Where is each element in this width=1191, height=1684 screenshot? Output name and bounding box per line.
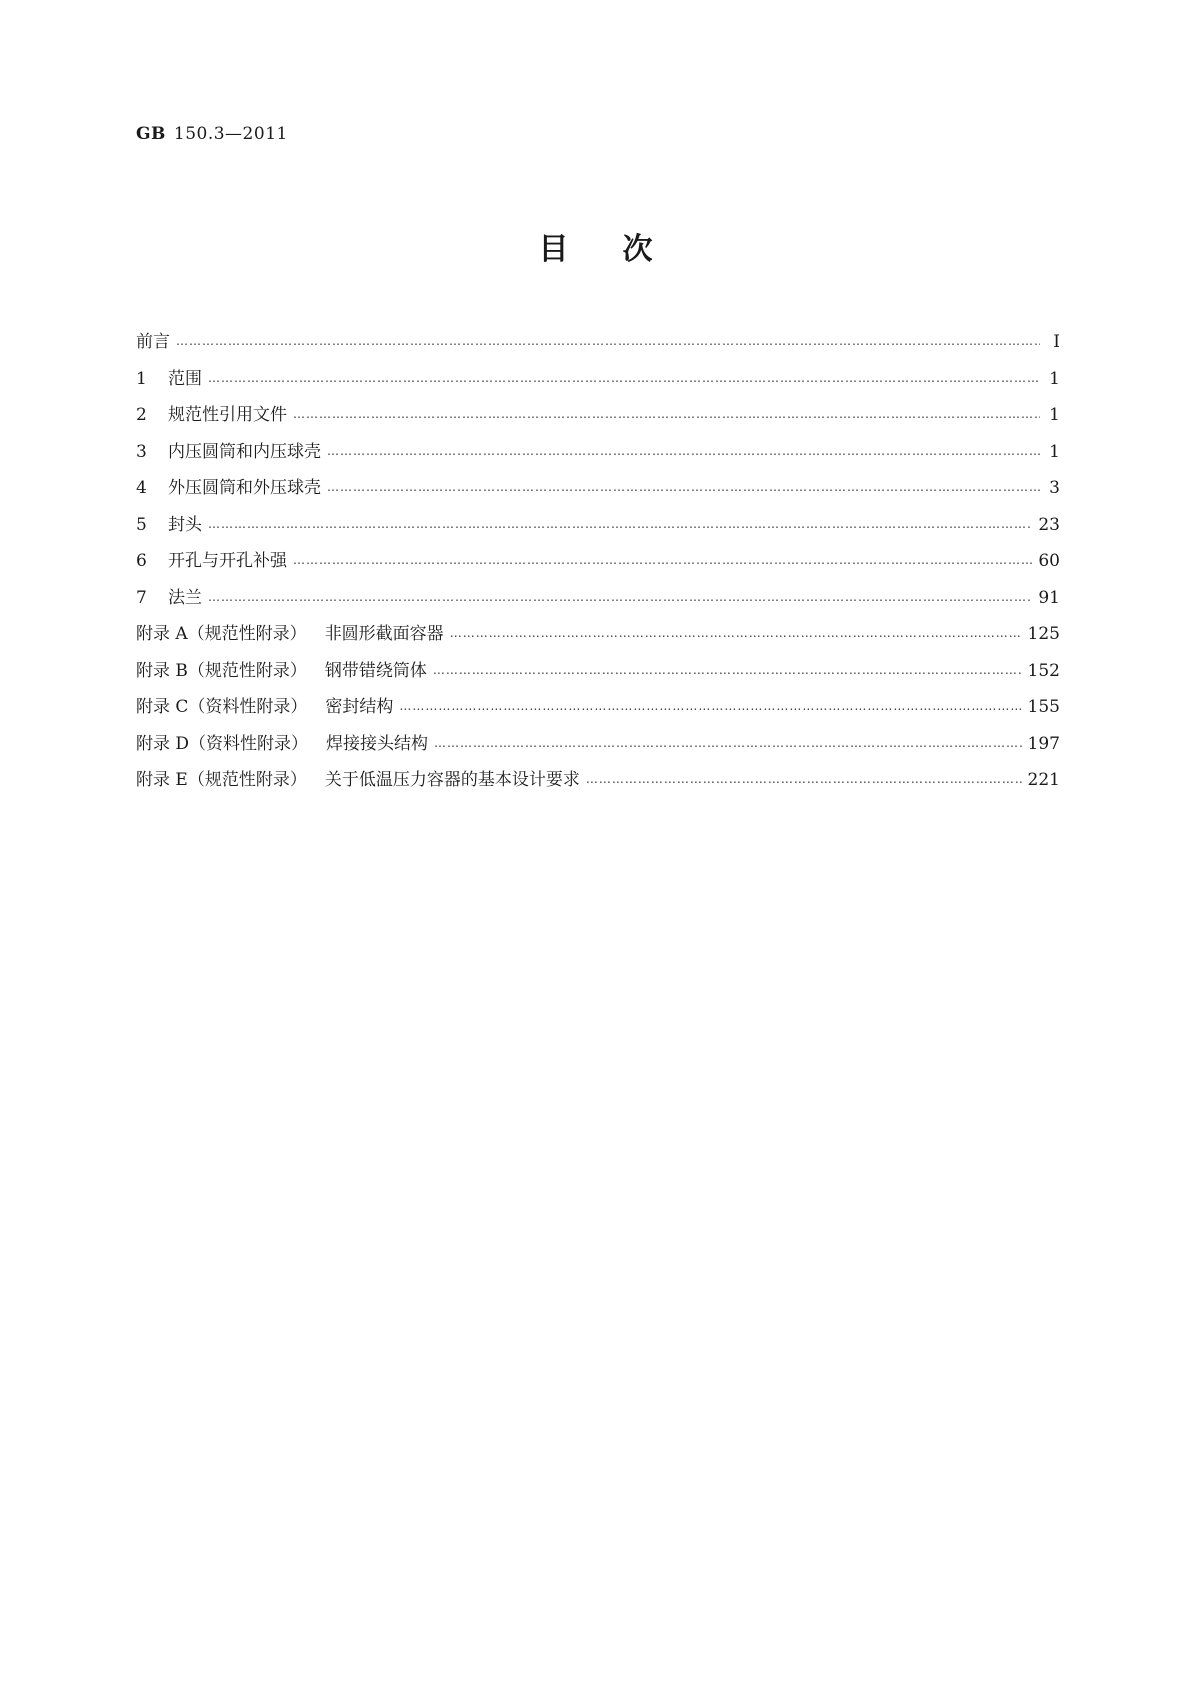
- toc-entry[interactable]: [136, 726, 1060, 763]
- toc-entry[interactable]: [136, 397, 1060, 434]
- toc-entry-title: 内压圆筒和内压球壳: [168, 441, 321, 462]
- toc-dot-leader: [176, 323, 1040, 360]
- toc-entry-number: 7: [136, 587, 147, 608]
- toc-dot-leader: [208, 579, 1032, 616]
- toc-dot-leader: [399, 688, 1021, 725]
- toc-entry-title: 焊接接头结构: [326, 733, 429, 754]
- toc-dot-leader: [586, 761, 1022, 798]
- toc-entry[interactable]: [136, 434, 1060, 471]
- standard-code: [136, 124, 288, 144]
- toc-entry-title: 法兰: [168, 587, 202, 608]
- toc-page-number: Ⅰ: [1053, 332, 1060, 352]
- toc-dot-leader: [433, 652, 1022, 689]
- page-title: 目次: [538, 232, 707, 267]
- standard-number: 150.3—2011: [173, 124, 288, 144]
- toc-entry[interactable]: [136, 762, 1060, 799]
- toc-entry[interactable]: [136, 324, 1060, 361]
- toc-page-number: 197: [1027, 733, 1060, 754]
- toc-entry[interactable]: [136, 616, 1060, 653]
- toc-entry[interactable]: [136, 543, 1060, 580]
- standard-prefix: GB: [136, 124, 166, 144]
- toc-entry-label: [136, 616, 450, 653]
- toc-entry-label: [168, 543, 293, 580]
- toc-page-number: 1: [1049, 405, 1060, 425]
- toc-dot-leader: [208, 506, 1032, 543]
- toc-entry-title: 前言: [136, 332, 170, 352]
- toc-entry-title: 规范性引用文件: [168, 405, 287, 425]
- toc-page-number: 23: [1038, 514, 1060, 535]
- toc-entry[interactable]: [136, 689, 1060, 726]
- toc-entry-title: 密封结构: [325, 697, 394, 717]
- toc-page-number: 155: [1027, 697, 1060, 717]
- toc-entry-label: [136, 726, 434, 763]
- toc-page-number: 1: [1049, 368, 1060, 389]
- toc-entry-number: 4: [136, 478, 147, 498]
- toc-entry[interactable]: [136, 653, 1060, 690]
- toc-dot-leader: [450, 615, 1022, 652]
- toc-entry[interactable]: [136, 507, 1060, 544]
- toc-entry-title: 开孔与开孔补强: [168, 551, 287, 571]
- toc-annex-kind: 附录 E（规范性附录）: [136, 770, 307, 790]
- toc-page-number: 125: [1027, 624, 1060, 644]
- toc-entry-number: 6: [136, 551, 147, 571]
- toc-dot-leader: [208, 360, 1040, 397]
- toc-annex-kind: 附录 B（规范性附录）: [136, 660, 307, 681]
- toc-page-number: 91: [1038, 587, 1060, 608]
- toc-annex-kind: 附录 D（资料性附录）: [136, 733, 309, 754]
- toc-entry-number: 1: [136, 368, 147, 389]
- toc-dot-leader: [327, 433, 1040, 470]
- toc-entry-label: [168, 470, 327, 507]
- toc-entry-title: 非圆形截面容器: [324, 624, 444, 644]
- toc-entry-title: 钢带错绕筒体: [324, 660, 427, 681]
- toc-entry-title: 外压圆筒和外压球壳: [168, 478, 321, 498]
- table-of-contents: [136, 324, 1060, 799]
- toc-annex-kind: 附录 C（资料性附录）: [136, 697, 308, 717]
- toc-page-number: 60: [1038, 551, 1060, 571]
- toc-entry-label: [168, 397, 293, 434]
- toc-entry-number: 3: [136, 441, 147, 462]
- toc-page-number: 221: [1027, 770, 1060, 790]
- toc-entry[interactable]: [136, 470, 1060, 507]
- toc-entry-label: [168, 580, 208, 617]
- toc-entry[interactable]: [136, 580, 1060, 617]
- toc-page-number: 3: [1049, 478, 1060, 498]
- toc-entry-label: [136, 324, 176, 361]
- toc-entry-label: [136, 762, 586, 799]
- toc-entry-title: 范围: [168, 368, 202, 389]
- toc-entry-number: 2: [136, 405, 147, 425]
- toc-dot-leader: [327, 469, 1040, 506]
- toc-entry-title: 关于低温压力容器的基本设计要求: [324, 770, 580, 790]
- toc-page-number: 152: [1027, 660, 1060, 681]
- toc-dot-leader: [434, 725, 1022, 762]
- toc-entry-label: [168, 361, 208, 398]
- toc-dot-leader: [293, 542, 1032, 579]
- toc-annex-kind: 附录 A（规范性附录）: [136, 624, 307, 644]
- toc-entry-label: [168, 434, 327, 471]
- toc-entry[interactable]: [136, 361, 1060, 398]
- toc-entry-number: 5: [136, 514, 147, 535]
- toc-entry-label: [168, 507, 208, 544]
- toc-dot-leader: [293, 396, 1040, 433]
- toc-entry-title: 封头: [168, 514, 202, 535]
- toc-entry-label: [136, 689, 399, 726]
- toc-entry-label: [136, 653, 433, 690]
- toc-page-number: 1: [1049, 441, 1060, 462]
